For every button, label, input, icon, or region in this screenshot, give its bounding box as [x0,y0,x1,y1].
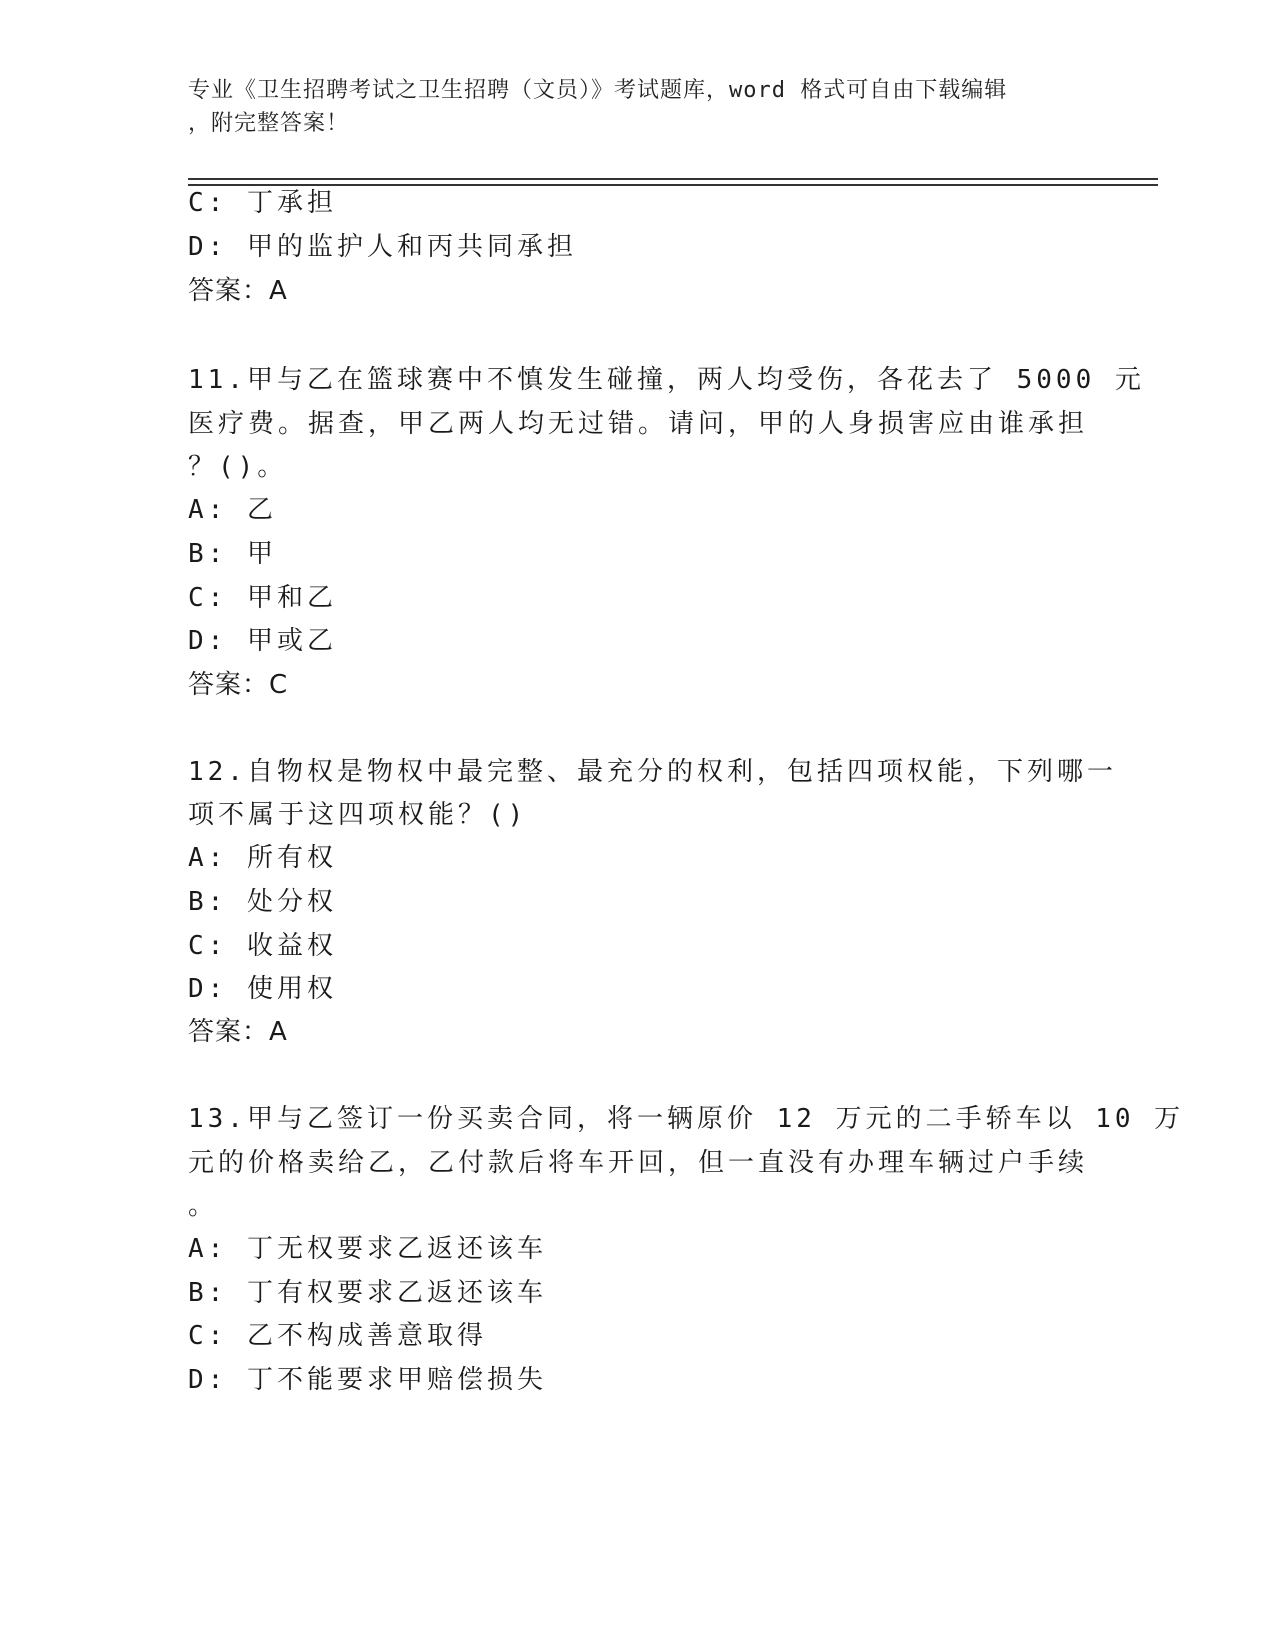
q12-answer: 答案：A [188,1017,288,1047]
q13-stem-line2: 元的价格卖给乙，乙付款后将车开回，但一直没有办理车辆过户手续 [188,1148,1089,1178]
q10-answer: 答案：A [188,276,288,306]
q11-option-d: D: 甲或乙 [188,626,337,656]
q12-option-b: B: 处分权 [188,887,337,917]
q11-option-b: B: 甲 [188,539,277,569]
document-header [188,74,1088,140]
q13-option-a: A: 丁无权要求乙返还该车 [188,1234,547,1264]
q11-stem-line1: 11.甲与乙在篮球赛中不慎发生碰撞，两人均受伤，各花去了 5000 元 [188,365,1145,395]
q11-option-a: A: 乙 [188,495,277,525]
q13-stem-line3: 。 [188,1191,219,1221]
q11-answer: 答案：C [188,670,289,700]
q11-stem-line2: 医疗费。据查，甲乙两人均无过错。请问，甲的人身损害应由谁承担 [188,409,1089,439]
q12-option-a: A: 所有权 [188,843,337,873]
q12-option-d: D: 使用权 [188,974,337,1004]
q13-option-d: D: 丁不能要求甲赔偿损失 [188,1365,547,1395]
header-title-line1: 专业《卫生招聘考试之卫生招聘（文员）》考试题库，word 格式可自由下载编辑 [188,78,1008,103]
header-title-line2: ，附完整答案！ [188,111,350,136]
q13-stem-line1: 13.甲与乙签订一份买卖合同，将一辆原价 12 万元的二手轿车以 10 万 [188,1104,1185,1134]
header-divider-top [188,178,1158,180]
header-divider-bottom [188,184,1158,186]
q13-option-c: C: 乙不构成善意取得 [188,1321,487,1351]
q10-option-d: D: 甲的监护人和丙共同承担 [188,232,577,262]
q11-option-c: C: 甲和乙 [188,583,337,613]
q10-option-c: C: 丁承担 [188,188,337,218]
q13-option-b: B: 丁有权要求乙返还该车 [188,1278,547,1308]
q11-stem-line3: ？()。 [188,452,288,482]
q12-stem-line1: 12.自物权是物权中最完整、最充分的权利，包括四项权能，下列哪一 [188,757,1117,787]
q12-option-c: C: 收益权 [188,931,337,961]
q12-stem-line2: 项不属于这四项权能？() [188,800,528,830]
